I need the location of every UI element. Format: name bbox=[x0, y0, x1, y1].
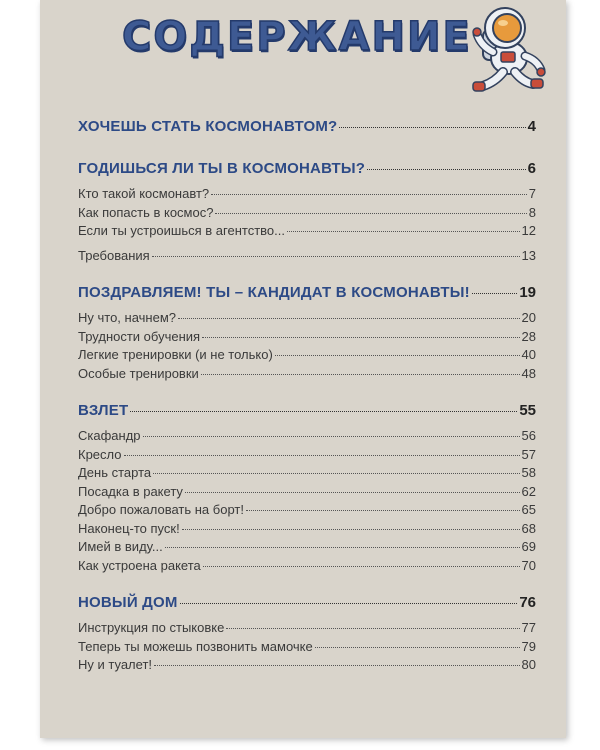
toc-item bbox=[78, 329, 536, 348]
dot-leader bbox=[246, 510, 520, 511]
toc-item bbox=[78, 186, 536, 205]
toc-section bbox=[78, 402, 536, 576]
toc-heading bbox=[78, 118, 536, 142]
toc-section bbox=[78, 160, 536, 266]
dot-leader bbox=[165, 547, 520, 548]
dot-leader bbox=[124, 455, 520, 456]
toc-item-label: Инструкция по стыковке bbox=[78, 620, 225, 635]
toc-item-label: Легкие тренировки (и не только) bbox=[78, 347, 273, 362]
toc-item bbox=[78, 248, 536, 267]
dot-leader bbox=[472, 293, 518, 294]
dot-leader bbox=[182, 529, 520, 530]
toc-item bbox=[78, 620, 536, 639]
dot-leader bbox=[367, 169, 526, 170]
dot-leader bbox=[180, 603, 518, 604]
toc-heading bbox=[78, 160, 536, 184]
toc-item-page: 65 bbox=[521, 502, 536, 517]
toc-item-label: Если ты устроишься в агентство... bbox=[78, 223, 285, 238]
toc-heading-label: ВЗЛЕТ bbox=[78, 402, 129, 419]
toc-item bbox=[78, 447, 536, 466]
toc-section bbox=[78, 594, 536, 676]
toc-item-label: Особые тренировки bbox=[78, 365, 199, 381]
toc-item bbox=[78, 521, 536, 540]
dot-leader bbox=[154, 665, 520, 666]
toc-item bbox=[78, 639, 536, 658]
toc-item bbox=[78, 465, 536, 484]
dot-leader bbox=[178, 318, 520, 319]
toc-heading-label: ГОДИШЬСЯ ЛИ ТЫ В КОСМОНАВТЫ? bbox=[78, 160, 366, 177]
toc-item-page: 40 bbox=[521, 347, 536, 362]
dot-leader bbox=[339, 127, 525, 128]
toc-item-page: 70 bbox=[521, 557, 536, 573]
toc-item-page: 77 bbox=[521, 620, 536, 635]
toc-item-label: Добро пожаловать на борт! bbox=[78, 502, 244, 517]
toc-item-page: 62 bbox=[521, 483, 536, 499]
toc-item-page: 20 bbox=[521, 310, 536, 325]
astronaut-icon bbox=[453, 0, 557, 104]
toc-item-label: Требования bbox=[78, 247, 150, 263]
toc-item-label: Ну что, начнем? bbox=[78, 310, 177, 325]
toc-item-page: 80 bbox=[521, 657, 536, 672]
toc-heading-page: 19 bbox=[519, 284, 536, 301]
dot-leader bbox=[201, 374, 520, 375]
book-page bbox=[40, 0, 566, 738]
toc-heading-label: НОВЫЙ ДОМ bbox=[78, 594, 178, 611]
toc-item bbox=[78, 347, 536, 366]
toc-item bbox=[78, 484, 536, 503]
toc-item-label: Теперь ты можешь позвонить мамочке bbox=[78, 638, 313, 654]
dot-leader bbox=[275, 355, 520, 356]
toc-item bbox=[78, 223, 536, 242]
toc-item-label: Кресло bbox=[78, 446, 122, 462]
dot-leader bbox=[143, 436, 520, 437]
toc-item-page: 7 bbox=[528, 186, 536, 201]
toc-item-page: 69 bbox=[521, 539, 536, 554]
toc-heading-label: ПОЗДРАВЛЯЕМ! ТЫ – КАНДИДАТ В КОСМОНАВТЫ! bbox=[78, 284, 470, 301]
dot-leader bbox=[287, 231, 520, 232]
dot-leader bbox=[226, 628, 519, 629]
toc-item-page: 8 bbox=[528, 204, 536, 220]
toc-heading bbox=[78, 594, 536, 618]
dot-leader bbox=[130, 411, 517, 412]
toc-item-label: Скафандр bbox=[78, 428, 141, 443]
toc-heading-page: 55 bbox=[519, 402, 536, 419]
toc-item-page: 58 bbox=[521, 465, 536, 480]
toc-heading bbox=[78, 402, 536, 426]
toc-item-label: Трудности обучения bbox=[78, 328, 201, 344]
toc-item-label: День старта bbox=[78, 465, 152, 480]
dot-leader bbox=[152, 256, 520, 257]
toc-item-page: 57 bbox=[521, 446, 536, 462]
toc-item-page: 56 bbox=[521, 428, 536, 443]
toc-item bbox=[78, 205, 536, 224]
toc-section bbox=[78, 118, 536, 142]
toc-item bbox=[78, 366, 536, 385]
toc-item bbox=[78, 657, 536, 676]
toc-item bbox=[78, 310, 536, 329]
toc-item bbox=[78, 558, 536, 577]
toc-item-page: 28 bbox=[521, 328, 536, 344]
dot-leader bbox=[203, 566, 520, 567]
dot-leader bbox=[211, 194, 527, 195]
toc-heading-page: 6 bbox=[527, 160, 536, 177]
toc-heading-page: 76 bbox=[519, 594, 536, 611]
toc-item-label: Наконец-то пуск! bbox=[78, 520, 180, 536]
table-of-contents bbox=[78, 118, 536, 694]
toc-item-label: Как попасть в космос? bbox=[78, 204, 214, 220]
toc-item-page: 48 bbox=[521, 365, 536, 381]
toc-item bbox=[78, 502, 536, 521]
toc-item-page: 79 bbox=[521, 638, 536, 654]
toc-item-label: Посадка в ракету bbox=[78, 483, 183, 499]
toc-heading-page: 4 bbox=[527, 118, 536, 135]
toc-item-label: Имей в виду... bbox=[78, 539, 163, 554]
toc-heading bbox=[78, 284, 536, 308]
dot-leader bbox=[315, 647, 520, 648]
dot-leader bbox=[185, 492, 520, 493]
toc-item-page: 68 bbox=[521, 520, 536, 536]
toc-item-label: Кто такой космонавт? bbox=[78, 186, 210, 201]
toc-item-label: Как устроена ракета bbox=[78, 557, 201, 573]
page-title: СОДЕРЖАНИЕ bbox=[122, 14, 472, 60]
toc-item-page: 12 bbox=[521, 223, 536, 238]
dot-leader bbox=[153, 473, 519, 474]
toc-item bbox=[78, 539, 536, 558]
toc-item-label: Ну и туалет! bbox=[78, 657, 153, 672]
toc-item bbox=[78, 428, 536, 447]
dot-leader bbox=[215, 213, 526, 214]
toc-section bbox=[78, 284, 536, 384]
dot-leader bbox=[202, 337, 519, 338]
toc-item-page: 13 bbox=[521, 247, 536, 263]
toc-heading-label: ХОЧЕШЬ СТАТЬ КОСМОНАВТОМ? bbox=[78, 118, 338, 135]
